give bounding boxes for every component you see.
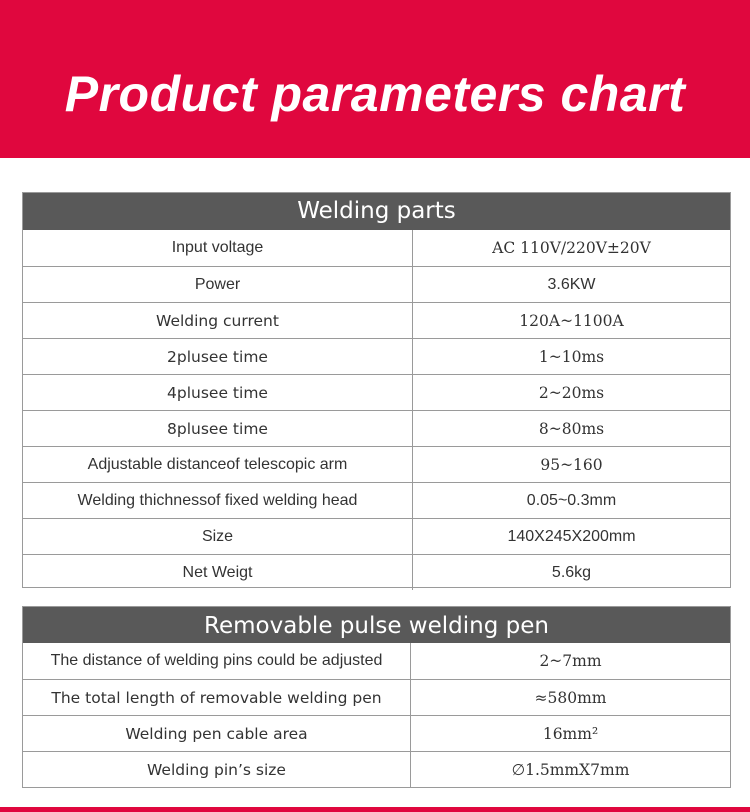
welding-parts-table (22, 192, 731, 588)
param-label: The distance of welding pins could be adjusted (23, 643, 411, 679)
table-row (23, 230, 730, 266)
param-value: 16mm² (542, 724, 599, 743)
param-label: Welding thichnessof fixed welding head (23, 483, 413, 518)
table-row (23, 679, 730, 715)
param-label: 8plusee time (23, 411, 413, 446)
table-row (23, 554, 730, 590)
bottom-accent-line (0, 807, 750, 812)
table-row (23, 643, 730, 679)
table-row (23, 482, 730, 518)
param-value: 140X245X200mm (507, 527, 636, 545)
param-value: 2~20ms (538, 383, 605, 402)
param-label: Adjustable distanceof telescopic arm (23, 447, 413, 482)
table-row (23, 715, 730, 751)
table-row (23, 302, 730, 338)
welding-pen-table (22, 606, 731, 788)
param-label: Input voltage (23, 230, 413, 266)
param-value: 95~160 (540, 455, 603, 474)
param-label: Welding pen cable area (23, 716, 411, 751)
table-row (23, 751, 730, 787)
welding-pen-heading: Removable pulse welding pen (23, 607, 730, 643)
param-value: 120A~1100A (519, 311, 624, 330)
param-value: ≈580mm (534, 688, 607, 707)
param-label: Power (23, 267, 413, 302)
param-label: 4plusee time (23, 375, 413, 410)
param-label: Net Weigt (23, 555, 413, 590)
table-row (23, 518, 730, 554)
table-row (23, 374, 730, 410)
param-label: Welding pin’s size (23, 752, 411, 787)
param-label: Size (23, 519, 413, 554)
param-label: Welding current (23, 303, 413, 338)
page-title: Product parameters chart (64, 66, 686, 122)
param-value: 5.6kg (551, 563, 592, 581)
param-value: AC 110V/220V±20V (492, 239, 651, 257)
welding-parts-heading: Welding parts (23, 193, 730, 230)
table-row (23, 338, 730, 374)
param-label: The total length of removable welding pen (23, 680, 411, 715)
param-value: 2~7mm (539, 652, 602, 670)
table-row (23, 410, 730, 446)
table-row (23, 446, 730, 482)
param-value: 0.05~0.3mm (526, 491, 617, 509)
param-label: 2plusee time (23, 339, 413, 374)
param-value: 3.6KW (547, 275, 596, 293)
param-value: 8~80ms (538, 419, 605, 438)
param-value: 1~10ms (538, 347, 605, 366)
table-row (23, 266, 730, 302)
param-value: ∅1.5mmX7mm (511, 760, 630, 779)
